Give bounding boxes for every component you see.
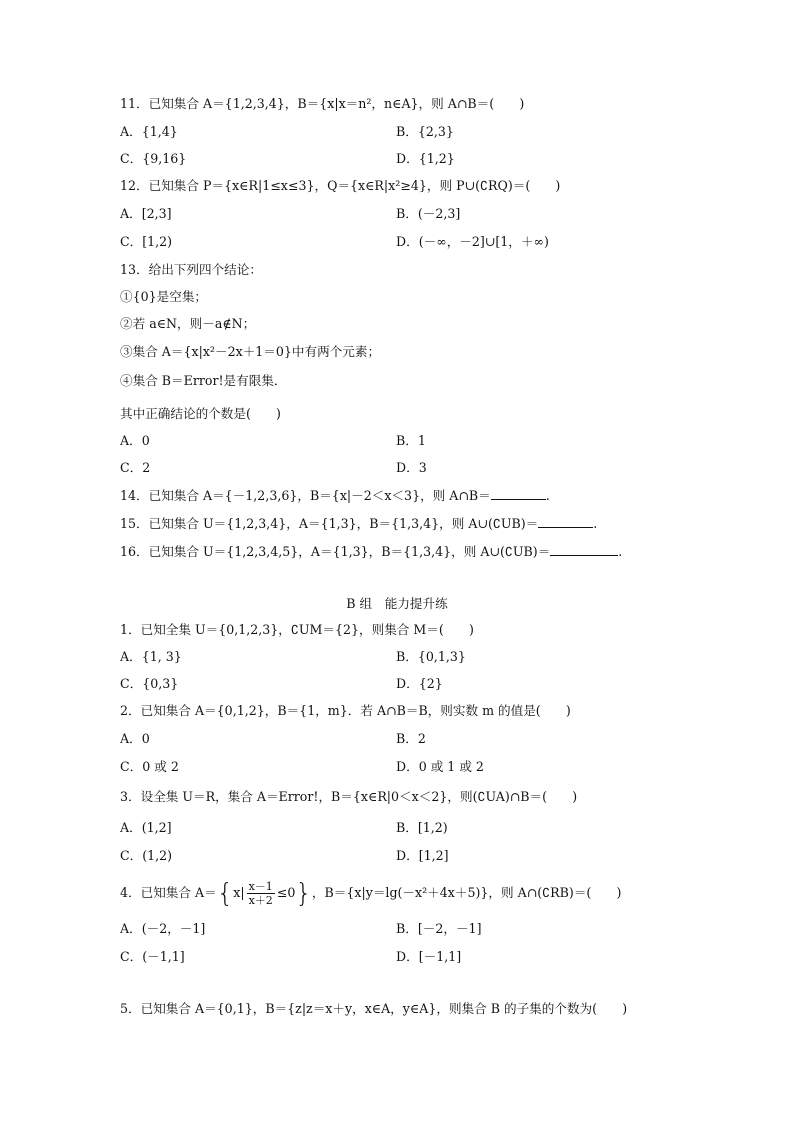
b4-fraction [247,880,275,907]
b1-option-d: D．{2} [396,676,443,691]
b4-set-var: x| [233,885,245,900]
group-b-question-3-stem: 3．设全集 U＝R，集合 A＝Error!，B＝{x∈R|0＜x＜2}，则(∁UA)∩B＝( ) [120,789,578,804]
right-brace-icon: } [295,878,312,909]
q11-option-d: D．{1,2} [396,151,455,166]
question-15 [120,514,597,533]
question-12-stem: 12．已知集合 P＝{x∈R|1≤x≤3}，Q＝{x∈R|x²≥4}，则 P∪(∁RQ)＝( ) [120,178,561,193]
q13-statement-3: ③集合 A＝{x|x²－2x＋1＝0}中有两个元素； [120,344,381,359]
question-14 [120,486,550,505]
group-b-question-4-stem [120,878,621,908]
b3-option-b: B．[1,2) [396,820,448,835]
b4-fraction-denominator: x＋2 [248,894,273,907]
q13-statement-4: ④集合 B＝Error!是有限集． [120,373,287,388]
q11-option-b: B．{2,3} [396,124,454,139]
b2-option-c: C．0 或 2 [120,759,179,774]
b1-option-c: C．{0,3} [120,676,179,691]
b4-option-a: A．(－2，－1] [120,921,206,936]
q13-option-a: A．0 [120,433,150,448]
q13-option-b: B．1 [396,433,426,448]
b2-option-d: D．0 或 1 或 2 [396,759,484,774]
group-b-question-5-stem: 5．已知集合 A＝{0,1}，B＝{z|z＝x＋y，x∈A，y∈A}，则集合 B 的子集的个数为( ) [120,1001,628,1016]
b3-option-d: D．[1,2] [396,848,449,863]
q12-option-d: D．(－∞，－2]∪[1，＋∞) [396,234,549,249]
question-11-stem: 11．已知集合 A＝{1,2,3,4}，B＝{x|x＝n²，n∈A}，则 A∩B＝( ) [120,96,525,111]
q14-end: . [545,488,550,503]
q13-option-c: C．2 [120,460,151,475]
b3-option-a: A．(1,2] [120,820,172,835]
group-b-question-2-stem: 2．已知集合 A＝{0,1,2}，B＝{1，m}．若 A∩B＝B，则实数 m 的值是( ) [120,703,571,718]
b1-option-b: B．{0,1,3} [396,649,466,664]
q14-answer-blank[interactable] [491,486,546,500]
b4-option-c: C．(－1,1] [120,949,185,964]
q13-statement-1: ①{0}是空集； [120,289,208,304]
group-b-question-1-stem: 1．已知全集 U＝{0,1,2,3}，∁UM＝{2}，则集合 M＝( ) [120,622,474,637]
q13-statement-2: ②若 a∈N，则－a∉N； [120,316,256,331]
group-b-title: B 组 能力提升练 [346,596,448,611]
q12-option-b: B．(－2,3] [396,206,461,221]
q16-stem: 16．已知集合 U＝{1,2,3,4,5}，A＝{1,3}，B＝{1,3,4}，则 A∪(∁UB)＝ [120,544,551,559]
b4-fraction-numerator: x－1 [248,880,273,893]
q15-end: . [593,516,598,531]
b2-option-a: A．0 [120,731,150,746]
question-16 [120,542,622,561]
q11-option-a: A．{1,4} [120,124,178,139]
q13-ask: 其中正确结论的个数是( ) [120,406,281,421]
q15-answer-blank[interactable] [538,514,593,528]
b4-option-d: D．[－1,1] [396,949,462,964]
q13-option-d: D．3 [396,460,427,475]
b4-inequality: ≤0 [276,885,296,900]
b1-option-a: A．{1, 3} [120,649,182,664]
q14-stem: 14．已知集合 A＝{－1,2,3,6}，B＝{x|－2＜x＜3}，则 A∩B＝ [120,488,491,503]
q16-end: . [618,544,623,559]
q12-option-a: A．[2,3] [120,206,172,221]
left-brace-icon: { [216,878,234,909]
q12-option-c: C．[1,2) [120,234,173,249]
b4-stem-after: ，B＝{x|y＝lg(－x²＋4x＋5)}，则 A∩(∁RB)＝( ) [311,885,622,900]
question-13-stem: 13．给出下列四个结论： [120,262,262,277]
b2-option-b: B．2 [396,731,426,746]
q16-answer-blank[interactable] [550,542,618,556]
b3-option-c: C．(1,2) [120,848,173,863]
b4-option-b: B．[－2，－1] [396,921,482,936]
q15-stem: 15．已知集合 U＝{1,2,3,4}，A＝{1,3}，B＝{1,3,4}，则 A∪(∁UB)＝ [120,516,539,531]
b4-stem-before: 4．已知集合 A＝ [120,885,217,900]
q11-option-c: C．{9,16} [120,151,187,166]
